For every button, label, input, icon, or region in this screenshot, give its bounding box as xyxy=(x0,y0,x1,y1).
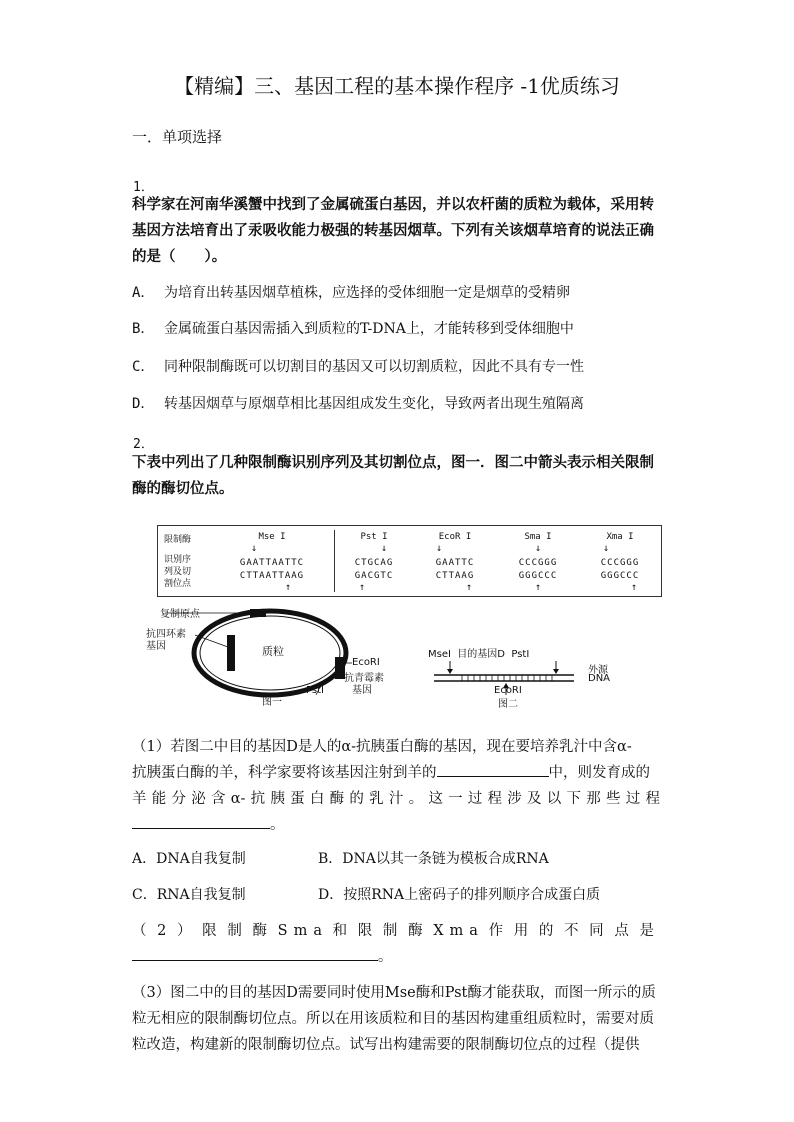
section-heading: 一．单项选择 xyxy=(132,128,223,146)
question-2-stem: 下表中列出了几种限制酶识别序列及其切割位点，图一．图二中箭头表示相关限制酶的酶切位点。 xyxy=(132,454,654,497)
sub-question-3: （3）图二中的目的基因D需要同时使用Mse酶和Pst酶才能获取，而图一所示的质粒无相应的限制酶切位点。所以在用该质粒和目的基因构建重组质粒时，需要对质粒改造，构建新的限制酶切位点。试写出构建需要的限制酶切位点的过程（提供 xyxy=(132,985,656,1053)
label-origin: 复制原点 xyxy=(160,609,200,620)
sequence-bottom: GGGCCC xyxy=(600,571,640,581)
enzyme-column-msei xyxy=(220,526,324,596)
table-header-site-3: 割位点 xyxy=(164,579,192,589)
table-header-site-1: 识别序 xyxy=(164,555,192,565)
cut-arrow-down-icon: ↓ xyxy=(435,543,443,554)
sub-question-1-line-2 xyxy=(132,760,660,786)
enzyme-name: Pst I xyxy=(360,532,388,542)
question-1-stem: 科学家在河南华溪蟹中找到了金属硫蛋白基因，并以农杆菌的质粒为载体，采用转基因方法培育出了汞吸收能力极强的转基因烟草。下列有关该烟草培育的说法正确的是（ ）。 xyxy=(132,196,654,265)
option-label: A． xyxy=(132,851,157,867)
figure-2-top-labels: MseI 目的基因D PstI xyxy=(428,649,530,660)
sub-question-2-line-2 xyxy=(132,944,660,970)
label-plasmid: 质粒 xyxy=(262,645,284,658)
sub-question-1-option-b[interactable] xyxy=(318,848,549,868)
sub-question-2 xyxy=(132,918,660,970)
sequence-top: CCCGGG xyxy=(600,558,640,568)
option-text: 转基因烟草与原烟草相比基因组成发生变化，导致两者出现生殖隔离 xyxy=(164,396,584,412)
sequence-bottom: GGGCCC xyxy=(518,571,558,581)
enzyme-column-psti xyxy=(338,526,410,596)
cut-arrow-down-icon: ↓ xyxy=(250,543,258,554)
enzyme-column-ecori xyxy=(416,526,494,596)
enzyme-name: Sma I xyxy=(524,532,552,542)
label-amp-gene-1: 抗青霉素 xyxy=(344,673,384,684)
sequence-bottom: CTTAAG xyxy=(435,571,475,581)
cut-arrow-up-icon: ↑ xyxy=(465,582,473,593)
figure-1-caption: 图一 xyxy=(262,697,282,708)
question-1-option-c[interactable] xyxy=(132,356,672,376)
cut-arrow-up-icon: ↑ xyxy=(284,582,292,593)
enzyme-column-xmai xyxy=(582,526,658,596)
label-ecori-site: EcoRI xyxy=(352,657,380,668)
table-header-enzyme: 限制酶 xyxy=(164,535,192,545)
figure-2-foreign-dna xyxy=(428,645,638,710)
sequence-top: CCCGGG xyxy=(518,558,558,568)
label-foreign-2: DNA xyxy=(588,673,611,684)
option-text: DNA自我复制 xyxy=(156,851,246,867)
question-1-option-b[interactable] xyxy=(132,318,672,338)
label-tet-gene-1: 抗四环素 xyxy=(146,629,186,640)
page-title: 【精编】三、基因工程的基本操作程序 -1优质练习 xyxy=(174,74,620,98)
answer-blank-3[interactable] xyxy=(132,945,378,961)
label-amp-gene-2: 基因 xyxy=(352,685,372,696)
sub-question-1-option-c[interactable] xyxy=(132,884,246,904)
sub-question-1-option-a[interactable] xyxy=(132,848,246,868)
option-text: 按照RNA上密码子的排列顺序合成蛋白质 xyxy=(343,887,601,903)
question-1-option-d[interactable] xyxy=(132,393,672,413)
cut-arrow-down-icon: ↓ xyxy=(534,543,542,554)
sub-question-1-line-1: （1）若图二中目的基因D是人的α-抗胰蛋白酶的基因，现在要培养乳汁中含α- xyxy=(132,739,632,755)
table-header-site-2: 列及切 xyxy=(164,567,192,577)
cut-arrow-up-icon: ↑ xyxy=(630,582,638,593)
label-tet-gene-2: 基因 xyxy=(146,641,166,652)
sub-question-1-option-d[interactable] xyxy=(318,884,600,904)
cut-arrow-up-icon: ↑ xyxy=(534,582,542,593)
option-text: 同种限制酶既可以切割目的基因又可以切割质粒，因此不具有专一性 xyxy=(164,359,584,375)
enzyme-name: EcoR I xyxy=(438,532,472,542)
label-ecori-site-2: EcoRI xyxy=(494,685,522,696)
question-1-number: 1． xyxy=(133,180,154,195)
cut-arrow-down-icon: ↓ xyxy=(602,543,610,554)
sub-question-1-end: 。 xyxy=(270,817,285,833)
cut-arrow-down-icon: ↓ xyxy=(380,543,388,554)
sequence-top: GAATTC xyxy=(435,558,475,568)
option-label: D． xyxy=(132,396,155,412)
sub-question-2-end: 。 xyxy=(378,949,393,965)
option-label: C． xyxy=(132,359,155,375)
enzyme-column-smai xyxy=(500,526,576,596)
cut-arrow-up-icon: ↑ xyxy=(358,582,366,593)
enzyme-table xyxy=(157,525,662,597)
sequence-bottom: CTTAATTAAG xyxy=(239,571,305,581)
question-1-option-a[interactable] xyxy=(132,282,672,302)
option-text: RNA自我复制 xyxy=(156,887,246,903)
answer-blank-1[interactable] xyxy=(437,761,549,777)
sub-question-1-line-3: 羊能分泌含α-抗胰蛋白酶的乳汁。这一过程涉及以下那些过程 xyxy=(132,791,660,807)
sub-question-1-text-a: 抗胰蛋白酶的羊，科学家要将该基因注射到羊的 xyxy=(132,765,437,781)
answer-blank-2[interactable] xyxy=(132,813,270,829)
enzyme-name: Mse I xyxy=(258,532,286,542)
option-label: B． xyxy=(318,851,343,867)
figure-1-plasmid xyxy=(140,605,400,708)
sequence-bottom: GACGTC xyxy=(354,571,394,581)
sub-question-1-text-b: 中，则发育成的 xyxy=(548,765,650,781)
enzyme-name: Xma I xyxy=(606,532,634,542)
option-text: DNA以其一条链为模板合成RNA xyxy=(342,851,549,867)
label-psti-site: PstI xyxy=(306,685,324,696)
option-text: 金属硫蛋白基因需插入到质粒的T-DNA上，才能转移到受体细胞中 xyxy=(164,321,574,337)
figure-2-caption: 图二 xyxy=(498,699,518,710)
sequence-top: CTGCAG xyxy=(354,558,394,568)
sequence-top: GAATTAATTC xyxy=(239,558,305,568)
sub-question-1 xyxy=(132,734,660,838)
option-text: 为培育出转基因烟草植株，应选择的受体细胞一定是烟草的受精卵 xyxy=(164,285,570,301)
option-label: C． xyxy=(132,887,157,903)
option-label: B． xyxy=(132,321,155,337)
label-foreign-1: 外源 xyxy=(588,665,608,676)
option-label: D． xyxy=(318,887,344,903)
question-2-number: 2． xyxy=(133,437,154,452)
sub-question-2-line-1: （2）限制酶Sma和限制酶Xma作用的不同点是 xyxy=(132,923,660,939)
sub-question-1-line-4 xyxy=(132,812,660,838)
option-label: A． xyxy=(132,285,155,301)
